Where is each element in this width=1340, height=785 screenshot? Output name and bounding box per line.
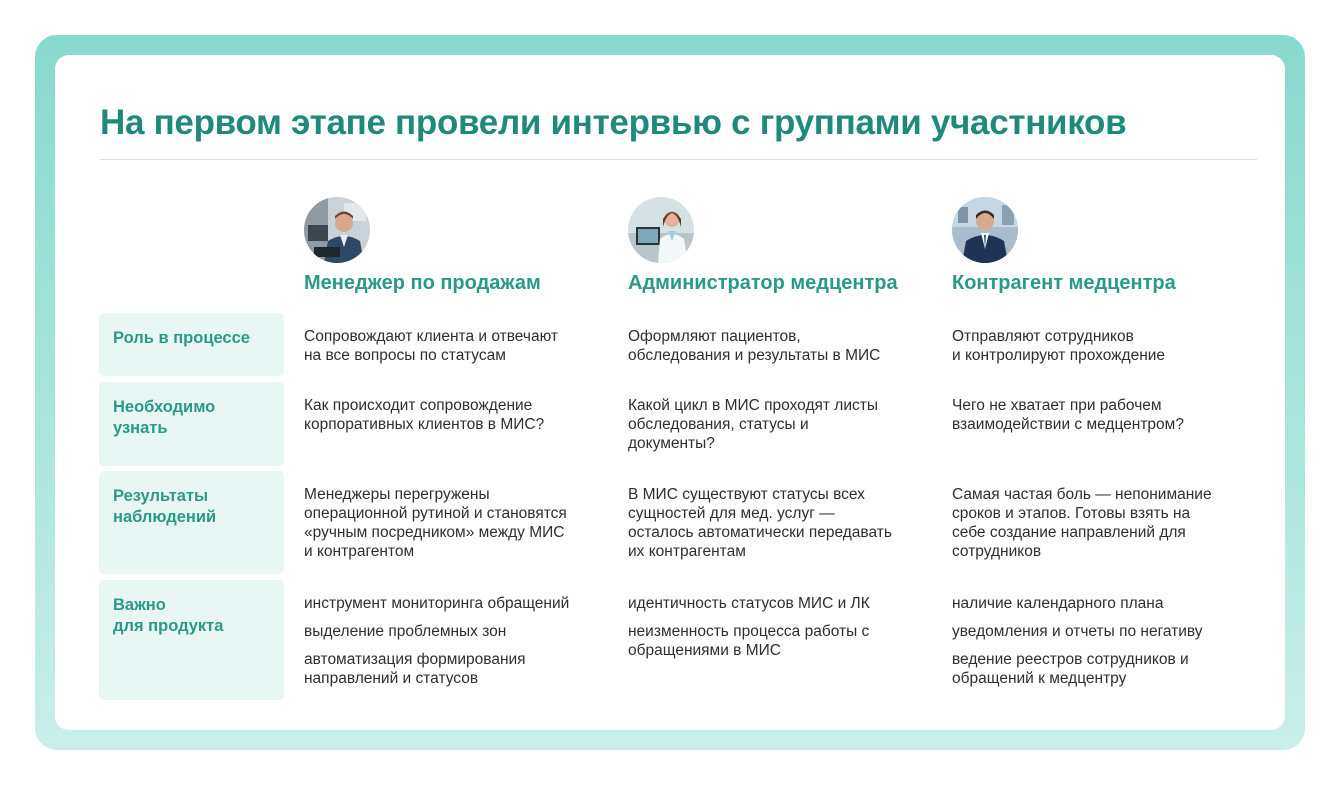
slide-frame	[35, 35, 1305, 750]
item-line: автоматизация формирования	[304, 651, 526, 668]
cell-observations-contractor	[952, 485, 1257, 561]
cell-line: и контролируют прохождение	[952, 347, 1166, 364]
row-label-need-to-know	[99, 382, 284, 466]
row-label-line: Важно	[113, 596, 166, 614]
cell-role-contractor	[952, 327, 1257, 365]
cell-line: Самая частая боль — непонимание	[952, 486, 1212, 503]
cell-line: и контрагентом	[304, 543, 415, 560]
cell-line: осталось автоматически передавать	[628, 524, 892, 541]
cell-line: сущностей для мед. услуг —	[628, 505, 835, 522]
item-line: наличие календарного плана	[952, 595, 1164, 612]
item-line: направлений и статусов	[304, 670, 479, 687]
cell-line: себе создание направлений для	[952, 524, 1186, 541]
page-title: На первом этапе провели интервью с группами участников	[100, 103, 1127, 142]
cell-observations-manager	[304, 485, 609, 561]
item-line: обращений к медцентру	[952, 670, 1127, 687]
item-line: неизменность процесса работы с	[628, 623, 870, 640]
item-line: выделение проблемных зон	[304, 623, 507, 640]
list-item	[304, 622, 609, 641]
cell-role-manager	[304, 327, 609, 365]
row-label-line: узнать	[113, 419, 168, 437]
manager-avatar-icon	[304, 197, 370, 263]
cell-observations-administrator	[628, 485, 933, 561]
item-line: уведомления и отчеты по негативу	[952, 623, 1203, 640]
cell-line: Как происходит сопровождение	[304, 397, 533, 414]
list-item	[304, 594, 609, 613]
persona-name-contractor: Контрагент медцентра	[952, 272, 1176, 294]
cell-line: обследования, статусы и	[628, 416, 809, 433]
persona-manager	[304, 197, 614, 295]
row-label-important	[99, 580, 284, 700]
cell-line: сотрудников	[952, 543, 1042, 560]
contractor-avatar-icon	[952, 197, 1018, 263]
cell-line: Какой цикл в МИС проходят листы	[628, 397, 878, 414]
list-item	[304, 650, 609, 688]
item-line: обращениями в МИС	[628, 642, 781, 659]
cell-line: корпоративных клиентов в МИС?	[304, 416, 545, 433]
cell-line: обследования и результаты в МИС	[628, 347, 881, 364]
list-item	[628, 594, 933, 613]
cell-line: их контрагентам	[628, 543, 746, 560]
cell-need-contractor	[952, 396, 1257, 434]
cell-line: Чего не хватает при рабочем	[952, 397, 1162, 414]
row-label-line: Необходимо	[113, 398, 216, 416]
row-label-line: Роль в процессе	[113, 329, 250, 347]
persona-contractor	[952, 197, 1262, 295]
cell-line: Оформляют пациентов,	[628, 328, 801, 345]
row-label-role	[99, 313, 284, 376]
persona-administrator	[628, 197, 938, 295]
cell-important-manager	[304, 594, 609, 697]
persona-name-manager: Менеджер по продажам	[304, 272, 541, 294]
row-label-line: для продукта	[113, 617, 224, 635]
row-label-observations	[99, 471, 284, 574]
cell-role-administrator	[628, 327, 933, 365]
administrator-avatar-icon	[628, 197, 694, 263]
cell-line: операционной рутиной и становятся	[304, 505, 567, 522]
cell-important-administrator	[628, 594, 933, 669]
cell-need-administrator	[628, 396, 933, 453]
cell-line: В МИС существуют статусы всех	[628, 486, 865, 503]
list-item	[628, 622, 933, 660]
cell-line: Сопровождают клиента и отвечают	[304, 328, 558, 345]
item-line: идентичность статусов МИС и ЛК	[628, 595, 870, 612]
cell-line: на все вопросы по статусам	[304, 347, 506, 364]
cell-line: документы?	[628, 435, 715, 452]
cell-line: сроков и этапов. Готовы взять на	[952, 505, 1191, 522]
slide-card	[55, 55, 1285, 730]
list-item	[952, 650, 1257, 688]
list-item	[952, 622, 1257, 641]
row-label-line: наблюдений	[113, 508, 217, 526]
cell-line: «ручным посредником» между МИС	[304, 524, 565, 541]
list-item	[952, 594, 1257, 613]
row-label-line: Результаты	[113, 487, 209, 505]
persona-name-administrator: Администратор медцентра	[628, 272, 898, 294]
cell-need-manager	[304, 396, 609, 434]
item-line: инструмент мониторинга обращений	[304, 595, 570, 612]
item-line: ведение реестров сотрудников и	[952, 651, 1189, 668]
title-divider	[100, 159, 1257, 160]
cell-important-contractor	[952, 594, 1257, 697]
cell-line: Отправляют сотрудников	[952, 328, 1134, 345]
cell-line: взаимодействии с медцентром?	[952, 416, 1184, 433]
cell-line: Менеджеры перегружены	[304, 486, 490, 503]
